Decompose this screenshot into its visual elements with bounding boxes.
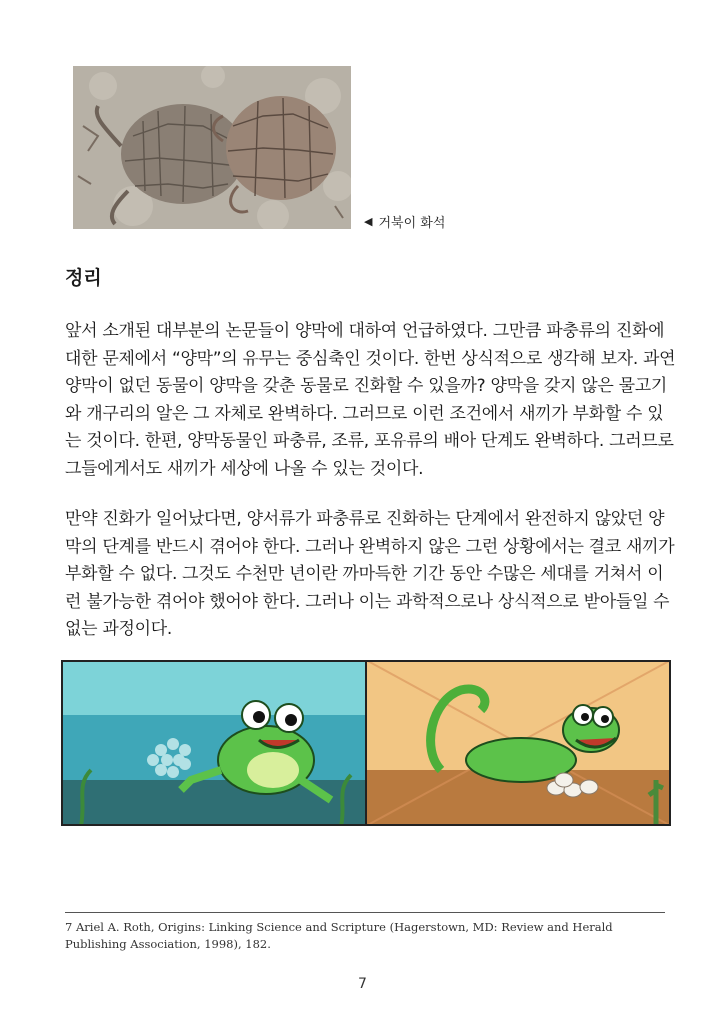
frog-underwater-panel <box>61 660 366 826</box>
frog-lizard-illustration <box>61 660 671 826</box>
section-heading: 정리 <box>65 267 102 289</box>
body-paragraph-1: 앞서 소개된 대부분의 논문들이 양막에 대하여 언급하였다. 그만큼 파충류의 진화에 대한 문제에서 “양막”의 유무는 중심축인 것이다. 한번 상식적으로 생각해 보자. 과연 양막이 없던 동물이 양막을 갖춘 동물로 진화할 수 있을까? 양막을 갖지 않은 물고기와 개구리의 알은 그 자체로 완벽하다. 그러므로 이런 조건에서 새끼가 부화할 수 있는 것이다. 한편, 양막동물인 파충류, 조류, 포유류의 배아 단계도 완벽하다. 그러므로 그들에게서도 새끼가 세상에 나올 수 있는 것이다. <box>65 321 676 479</box>
left-triangle-icon: ◀ <box>364 215 373 228</box>
page-number: 7 <box>358 976 367 992</box>
lizard-desert-panel <box>366 660 671 826</box>
figure-caption-text: 거북이 화석 <box>378 216 446 231</box>
figure-caption <box>364 212 445 231</box>
footnote: 7 Ariel A. Roth, Origins: Linking Science and Scripture (Hagerstown, MD: Review and Herald Publishing Association, 1998), 182. <box>65 920 613 951</box>
body-paragraph-2: 만약 진화가 일어났다면, 양서류가 파충류로 진화하는 단계에서 완전하지 않았던 양막의 단계를 반드시 겪어야 한다. 그러나 완벽하지 않은 그런 상황에서는 결코 새끼가 부화할 수 없다. 그것도 수천만 년이란 까마득한 기간 동안 수많은 세대를 거쳐서 이런 불가능한 겪어야 했어야 한다. 그러나 이는 과학적으로나 상식적으로 받아들일 수 없는 과정이다. <box>65 509 675 639</box>
turtle-fossil-photo <box>73 66 351 229</box>
footnote-divider <box>65 912 665 913</box>
